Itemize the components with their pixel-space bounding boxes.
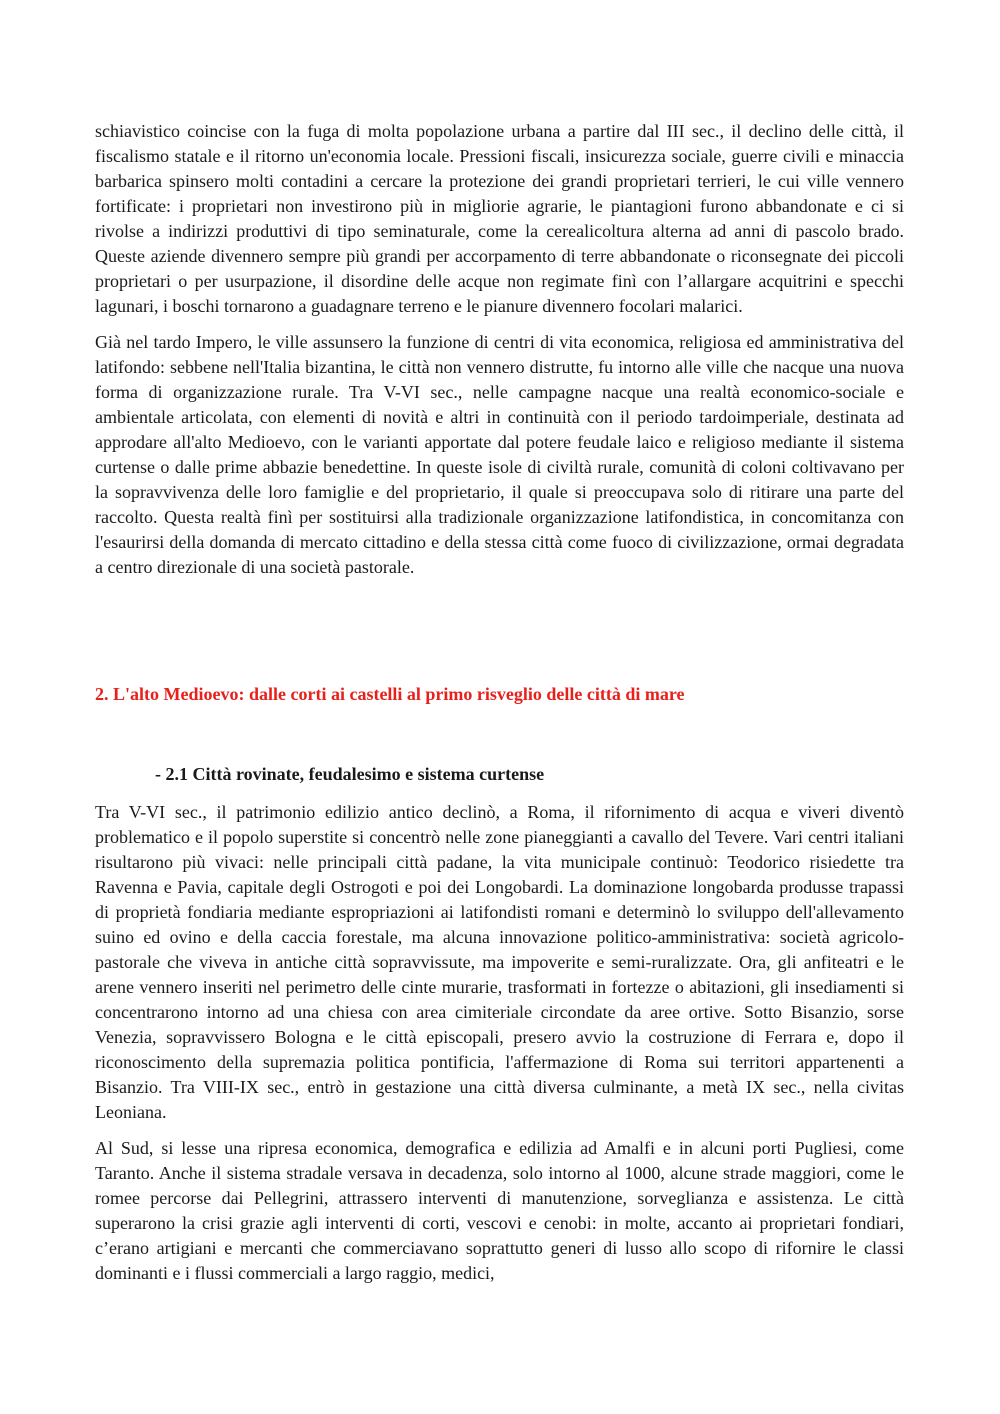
paragraph: Tra V-VI sec., il patrimonio edilizio antico declinò, a Roma, il rifornimento di acqua e viveri diventò problematico e il popolo superstite si concentrò nelle zone pianeggianti a cavallo del Tevere. Vari centri italiani risultarono più vivaci: nelle principali città padane, la vita municipale continuò: Teodorico risiedette tra Ravenna e Pavia, capitale degli Ostrogoti e poi dei Longobardi. La dominazione longobarda produsse trapassi di proprietà fondiaria mediante espropriazioni ai latifondisti romani e determinò lo sviluppo dell'allevamento suino ed ovino e della caccia forestale, ma alcuna innovazione politico-amministrativa: società agricolo-pastorale che viveva in antiche città sopravvissute, ma impoverite e semi-ruralizzate. Ora, gli anfiteatri e le arene vennero inseriti nel perimetro delle cinte murarie, trasformati in fortezze o abitazioni, gli insediamenti si concentrarono intorno ad una chiesa con area cimiteriale circondate da aree ortive. Sotto Bisanzio, sorse Venezia, sopravvissero Bologna e le città episcopali, presero avvio la costruzione di Ferrara e, dopo il riconoscimento della supremazia politica pontificia, l'affermazione di Roma sui territori appartenenti a Bisanzio. Tra VIII-IX sec., entrò in gestazione una città diversa culminante, a metà IX sec., nella civitas Leoniana. — [95, 802, 904, 1122]
paragraph: Già nel tardo Impero, le ville assunsero la funzione di centri di vita economica, religiosa ed amministrativa del latifondo: sebbene nell'Italia bizantina, le città non vennero distrutte, fu intorno alle ville che nacque una nuova forma di organizzazione rurale. Tra V-VI sec., nelle campagne nacque una realtà economico-sociale e ambientale articolata, con elementi di novità e altri in continuità con il periodo tardoimperiale, destinata ad approdare all'alto Medioevo, con le varianti apportate dal potere feudale laico e religioso mediante il sistema curtense o dalle prime abbazie benedettine. In queste isole di civiltà rurale, comunità di coloni coltivavano per la sopravvivenza delle loro famiglie e del proprietario, il quale si preoccupava solo di ritirare una parte del raccolto. Questa realtà finì per sostituirsi alla tradizionale organizzazione latifondistica, in concomitanza con l'esaurirsi della domanda di mercato cittadino e della stessa città come fuoco di civilizzazione, ormai degradata a centro direzionale di una società pastorale. — [95, 332, 904, 577]
paragraph: Al Sud, si lesse una ripresa economica, demografica e edilizia ad Amalfi e in alcuni porti Pugliesi, come Taranto. Anche il sistema stradale versava in decadenza, solo intorno al 1000, alcune strade maggiori, come le romee percorse dai Pellegrini, attrassero interventi di manutenzione, sorveglianza e assistenza. Le città superarono la crisi grazie agli interventi di corti, vescovi e cenobi: in molte, accanto ai proprietari fondiari, c’erano artigiani e mercanti che commerciavano soprattutto generi di lusso allo scopo di rifornire le classi dominanti e i flussi commerciali a largo raggio, medici, — [95, 1138, 904, 1283]
section-heading: 2. L'alto Medioevo: dalle corti ai castelli al primo risveglio delle città di mare — [95, 684, 685, 704]
paragraph: schiavistico coincise con la fuga di molta popolazione urbana a partire dal III sec., il declino delle città, il fiscalismo statale e il ritorno un'economia locale. Pressioni fiscali, insicurezza sociale, guerre civili e minaccia barbarica spinsero molti contadini a cercare la protezione dei grandi proprietari terrieri, le cui ville vennero fortificate: i proprietari non investirono più in migliorie agrarie, le piantagioni furono abbandonate e ci si rivolse a indirizzi produttivi di tipo seminaturale, come la cerealicoltura alterna ad anni di pascolo brado. Queste aziende divennero sempre più grandi per accorpamento di terre abbandonate o riconsegnate dei piccoli proprietari o per usurpazione, il disordine delle acque non regimate finì con l’allargare acquitrini e specchi lagunari, i boschi tornarono a guadagnare terreno e le pianure divennero focolari malarici. — [95, 121, 904, 316]
subsection-heading: - 2.1 Città rovinate, feudalesimo e sistema curtense — [155, 764, 545, 784]
body-text-bottom — [95, 800, 904, 1297]
body-text-top — [95, 119, 904, 591]
